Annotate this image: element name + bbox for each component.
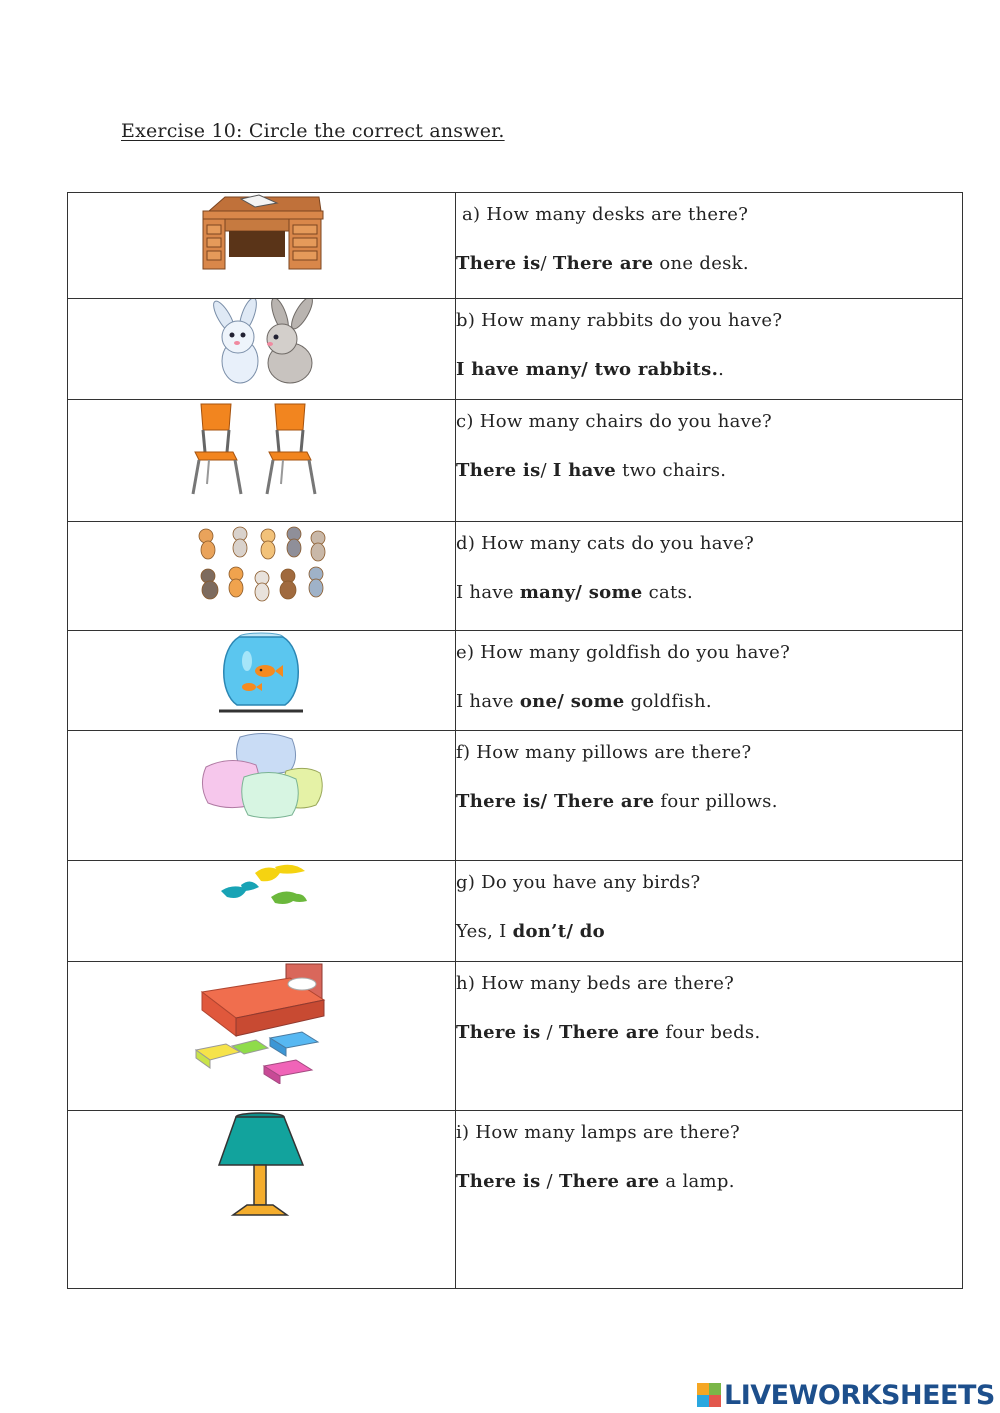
question-text: f) How many pillows are there? xyxy=(456,742,752,763)
question-cell xyxy=(456,193,963,299)
question-cell xyxy=(456,522,963,631)
desk-icon xyxy=(199,193,325,275)
picture-cell xyxy=(68,861,456,962)
answer-text[interactable] xyxy=(456,359,962,380)
question-cell xyxy=(456,400,963,522)
birds-icon xyxy=(215,861,309,911)
answer-segment: . xyxy=(718,359,725,380)
question-text: g) Do you have any birds? xyxy=(456,872,701,893)
table-row xyxy=(68,631,963,731)
question-cell xyxy=(456,631,963,731)
picture-cell xyxy=(68,522,456,631)
answer-option[interactable]: There are xyxy=(558,1022,660,1043)
chairs-icon xyxy=(189,400,335,498)
answer-segment: / xyxy=(540,460,553,481)
answer-segment: / xyxy=(540,1171,559,1192)
table-row xyxy=(68,299,963,400)
answer-text[interactable] xyxy=(456,691,962,712)
beds-icon xyxy=(192,962,332,1084)
answer-text[interactable] xyxy=(456,253,962,274)
answer-option[interactable]: There is xyxy=(456,1171,541,1192)
answer-option[interactable]: There are xyxy=(552,253,654,274)
question-text: b) How many rabbits do you have? xyxy=(456,310,783,331)
answer-text[interactable] xyxy=(456,1022,962,1043)
question-cell xyxy=(456,731,963,861)
liveworksheets-logo[interactable] xyxy=(697,1378,995,1412)
question-text: h) How many beds are there? xyxy=(456,973,735,994)
cats-icon xyxy=(194,522,330,612)
table-row xyxy=(68,1111,963,1289)
answer-segment: / xyxy=(540,1022,559,1043)
question-cell xyxy=(456,299,963,400)
answer-option[interactable]: I have xyxy=(552,460,617,481)
answer-option[interactable]: There are xyxy=(558,1171,660,1192)
picture-cell xyxy=(68,400,456,522)
exercise-title: Exercise 10: Circle the correct answer. xyxy=(121,120,505,142)
answer-option[interactable]: There is xyxy=(456,253,541,274)
answer-segment: cats. xyxy=(642,582,694,603)
table-row xyxy=(68,731,963,861)
answer-option[interactable]: There is xyxy=(456,460,541,481)
pillows-icon xyxy=(200,731,324,821)
picture-cell xyxy=(68,299,456,400)
picture-cell xyxy=(68,631,456,731)
picture-cell xyxy=(68,1111,456,1289)
answer-segment: Yes, I xyxy=(456,921,513,942)
rabbits-icon xyxy=(202,299,322,387)
table-row xyxy=(68,522,963,631)
question-text: i) How many lamps are there? xyxy=(456,1122,740,1143)
logo-text: LIVEWORKSHEETS xyxy=(724,1379,995,1411)
goldfish-bowl-icon xyxy=(217,631,307,715)
answer-segment: four pillows. xyxy=(654,791,778,812)
liveworksheets-logo-icon xyxy=(697,1383,721,1407)
picture-cell xyxy=(68,962,456,1111)
question-text: c) How many chairs do you have? xyxy=(456,411,772,432)
answer-text[interactable] xyxy=(456,1171,962,1192)
picture-cell xyxy=(68,731,456,861)
question-cell xyxy=(456,861,963,962)
answer-segment: one desk. xyxy=(653,253,749,274)
answer-option[interactable]: I have many/ two rabbits. xyxy=(456,359,719,380)
answer-option[interactable]: There is/ There are xyxy=(456,791,655,812)
table-row xyxy=(68,861,963,962)
answer-option[interactable]: one/ some xyxy=(519,691,625,712)
answer-segment: two chairs. xyxy=(616,460,727,481)
picture-cell xyxy=(68,193,456,299)
answer-segment: I have xyxy=(456,691,520,712)
question-text: a) How many desks are there? xyxy=(462,204,749,225)
table-row xyxy=(68,193,963,299)
answer-option[interactable]: many/ some xyxy=(519,582,643,603)
question-text: e) How many goldfish do you have? xyxy=(456,642,791,663)
question-text: d) How many cats do you have? xyxy=(456,533,755,554)
answer-segment: I have xyxy=(456,582,520,603)
answer-segment: a lamp. xyxy=(659,1171,735,1192)
table-row xyxy=(68,400,963,522)
answer-text[interactable] xyxy=(456,921,962,942)
lamp-icon xyxy=(217,1111,307,1221)
answer-text[interactable] xyxy=(456,460,962,481)
answer-text[interactable] xyxy=(456,582,962,603)
answer-segment: goldfish. xyxy=(624,691,712,712)
exercise-table xyxy=(67,192,963,1289)
question-cell xyxy=(456,962,963,1111)
table-row xyxy=(68,962,963,1111)
question-cell xyxy=(456,1111,963,1289)
answer-option[interactable]: There is xyxy=(456,1022,541,1043)
answer-segment: four beds. xyxy=(659,1022,761,1043)
answer-text[interactable] xyxy=(456,791,962,812)
answer-option[interactable]: don’t/ do xyxy=(512,921,605,942)
answer-segment: / xyxy=(540,253,553,274)
